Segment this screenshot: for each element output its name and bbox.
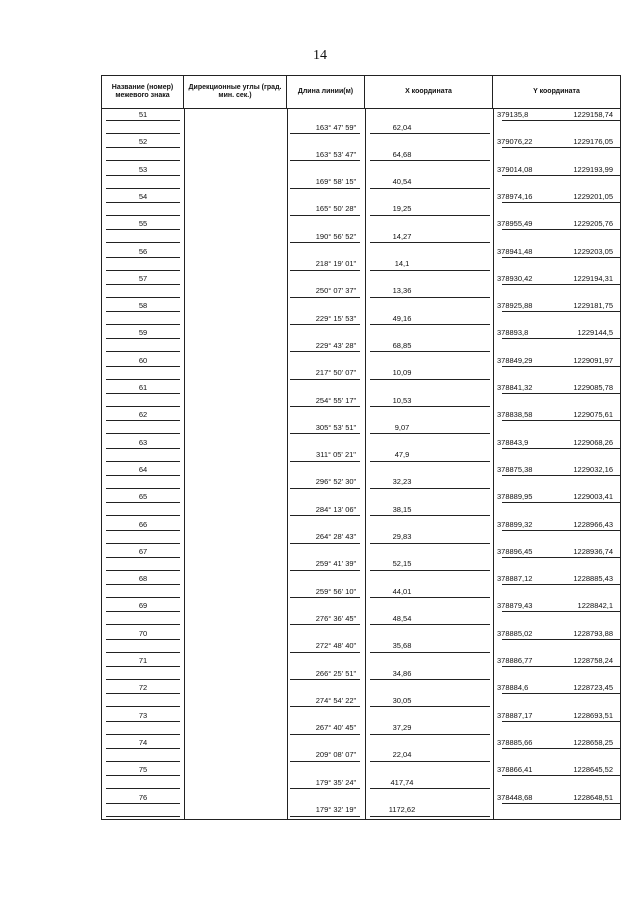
- segment-angle: 274° 54' 22": [315, 695, 357, 705]
- table-body: [102, 109, 620, 819]
- row-divider: [502, 120, 620, 121]
- row-divider: [290, 788, 360, 789]
- segment-angle: 217° 50' 07": [315, 368, 357, 378]
- point-x: 378879,43: [497, 601, 533, 611]
- row-divider: [290, 597, 360, 598]
- segment-angle: 284° 13' 06": [315, 504, 357, 514]
- row-divider: [106, 584, 180, 585]
- column-divider: [287, 109, 288, 819]
- point-y: 1229158,74: [573, 110, 613, 119]
- row-divider: [106, 530, 180, 531]
- point-name: 72: [138, 683, 148, 693]
- row-divider: [290, 624, 360, 625]
- segment-angle: 179° 35' 24": [315, 777, 357, 787]
- segment-angle: 165° 50' 28": [315, 204, 357, 214]
- segment-length: 13,36: [392, 286, 412, 296]
- segment-length: 22,04: [392, 750, 412, 760]
- point-x: 379014,08: [497, 164, 533, 174]
- row-divider: [370, 816, 490, 817]
- point-y: 1228693,51: [573, 710, 613, 720]
- row-divider: [502, 257, 620, 258]
- point-y: 1229176,05: [573, 137, 613, 147]
- point-name: 71: [138, 656, 148, 665]
- row-divider: [106, 570, 180, 571]
- row-divider: [370, 160, 490, 161]
- row-divider: [290, 351, 360, 352]
- row-divider: [502, 420, 620, 421]
- row-divider: [290, 816, 360, 817]
- point-x: 378843,9: [497, 437, 529, 447]
- point-name: 51: [138, 110, 148, 119]
- row-divider: [106, 748, 180, 749]
- segment-length: 10,53: [392, 395, 412, 405]
- segment-angle: 209° 08' 07": [315, 750, 357, 760]
- point-x: 378974,16: [497, 191, 533, 201]
- row-divider: [106, 120, 180, 121]
- coordinates-table: [101, 75, 621, 820]
- row-divider: [106, 133, 180, 134]
- row-divider: [370, 297, 490, 298]
- row-divider: [502, 639, 620, 640]
- row-divider: [106, 639, 180, 640]
- row-divider: [502, 202, 620, 203]
- point-x: 378887,17: [497, 710, 533, 720]
- row-divider: [290, 515, 360, 516]
- row-divider: [502, 721, 620, 722]
- point-name: 73: [138, 710, 148, 720]
- point-name: 58: [138, 301, 148, 311]
- segment-length: 68,85: [392, 340, 412, 350]
- point-x: 378448,68: [497, 792, 533, 802]
- point-x: 378849,29: [497, 355, 533, 365]
- segment-angle: 259° 56' 10": [315, 586, 357, 596]
- row-divider: [290, 215, 360, 216]
- row-divider: [106, 816, 180, 817]
- row-divider: [502, 803, 620, 804]
- row-divider: [290, 133, 360, 134]
- segment-angle: 163° 53' 47": [315, 149, 357, 159]
- point-x: 379076,22: [497, 137, 533, 147]
- row-divider: [106, 448, 180, 449]
- row-divider: [370, 652, 490, 653]
- row-divider: [370, 570, 490, 571]
- segment-angle: 229° 15' 53": [315, 313, 357, 323]
- point-y: 1229203,05: [573, 246, 613, 256]
- row-divider: [502, 448, 620, 449]
- row-divider: [106, 229, 180, 230]
- point-name: 74: [138, 737, 148, 747]
- row-divider: [290, 679, 360, 680]
- segment-length: 35,68: [392, 641, 412, 651]
- segment-length: 1172,62: [388, 805, 416, 814]
- row-divider: [290, 297, 360, 298]
- segment-angle: 179° 32' 19": [315, 805, 357, 814]
- column-divider: [184, 109, 185, 819]
- row-divider: [106, 502, 180, 503]
- point-x: 378925,88: [497, 301, 533, 311]
- segment-length: 48,54: [392, 613, 412, 623]
- row-divider: [106, 803, 180, 804]
- row-divider: [290, 761, 360, 762]
- point-y: 1229068,26: [573, 437, 613, 447]
- point-y: 1229181,75: [573, 301, 613, 311]
- point-name: 76: [138, 792, 148, 802]
- point-name: 63: [138, 437, 148, 447]
- segment-angle: 190° 56' 52": [315, 231, 357, 241]
- row-divider: [502, 530, 620, 531]
- point-y: 1229194,31: [573, 273, 613, 283]
- row-divider: [370, 406, 490, 407]
- segment-length: 40,54: [392, 177, 412, 187]
- point-x: 379135,8: [497, 110, 529, 119]
- row-divider: [106, 351, 180, 352]
- row-divider: [290, 188, 360, 189]
- point-x: 378884,6: [497, 683, 529, 693]
- row-divider: [370, 188, 490, 189]
- point-name: 70: [138, 628, 148, 638]
- point-name: 67: [138, 546, 148, 556]
- point-x: 378930,42: [497, 273, 533, 283]
- segment-angle: 311° 05' 21": [316, 450, 356, 460]
- row-divider: [106, 188, 180, 189]
- row-divider: [290, 488, 360, 489]
- segment-angle: 276° 36' 45": [315, 613, 357, 623]
- point-x: 378899,32: [497, 519, 533, 529]
- segment-length: 64,68: [392, 149, 412, 159]
- header-angle: Дирекционные углы (град. мин. сек.): [184, 76, 287, 108]
- row-divider: [502, 666, 620, 667]
- row-divider: [106, 775, 180, 776]
- segment-angle: 218° 19' 01": [315, 259, 357, 268]
- segment-angle: 250° 07' 37": [315, 286, 357, 296]
- segment-length: 47,9: [394, 450, 410, 460]
- row-divider: [290, 543, 360, 544]
- segment-angle: 267° 40' 45": [315, 723, 357, 733]
- row-divider: [502, 693, 620, 694]
- row-divider: [370, 215, 490, 216]
- row-divider: [290, 570, 360, 571]
- row-divider: [370, 133, 490, 134]
- row-divider: [106, 734, 180, 735]
- row-divider: [290, 379, 360, 380]
- point-x: 378893,8: [497, 328, 529, 338]
- header-length: Длина линии(м): [287, 76, 365, 108]
- segment-length: 32,23: [392, 477, 412, 487]
- segment-angle: 305° 53' 51": [315, 422, 357, 432]
- segment-length: 62,04: [392, 122, 412, 132]
- point-y: 1228658,25: [573, 737, 613, 747]
- row-divider: [106, 515, 180, 516]
- row-divider: [106, 393, 180, 394]
- segment-angle: 169° 58' 15": [315, 177, 357, 187]
- point-y: 1228648,51: [573, 792, 613, 802]
- row-divider: [290, 461, 360, 462]
- point-x: 378889,95: [497, 492, 533, 502]
- point-name: 59: [138, 328, 148, 338]
- row-divider: [106, 721, 180, 722]
- row-divider: [502, 175, 620, 176]
- point-name: 55: [138, 219, 148, 229]
- row-divider: [106, 461, 180, 462]
- segment-angle: 266° 25' 51": [315, 668, 357, 678]
- row-divider: [502, 338, 620, 339]
- row-divider: [106, 557, 180, 558]
- point-x: 378886,77: [497, 656, 533, 665]
- point-y: 1228885,43: [573, 574, 613, 584]
- point-name: 66: [138, 519, 148, 529]
- row-divider: [106, 666, 180, 667]
- point-x: 378887,12: [497, 574, 533, 584]
- point-name: 61: [138, 383, 148, 392]
- row-divider: [106, 679, 180, 680]
- segment-angle: 254° 55' 17": [315, 395, 357, 405]
- point-x: 378885,66: [497, 737, 533, 747]
- row-divider: [502, 229, 620, 230]
- row-divider: [106, 624, 180, 625]
- row-divider: [502, 284, 620, 285]
- row-divider: [106, 202, 180, 203]
- row-divider: [290, 270, 360, 271]
- header-y: Y координата: [533, 88, 580, 95]
- point-name: 53: [138, 164, 148, 174]
- segment-length: 52,15: [392, 559, 412, 569]
- row-divider: [106, 761, 180, 762]
- point-x: 378941,48: [497, 246, 533, 256]
- row-divider: [502, 557, 620, 558]
- row-divider: [502, 147, 620, 148]
- point-y: 1229075,61: [573, 410, 613, 420]
- column-divider: [365, 109, 366, 819]
- row-divider: [502, 502, 620, 503]
- row-divider: [106, 788, 180, 789]
- point-x: 378896,45: [497, 546, 533, 556]
- segment-length: 9,07: [394, 422, 410, 432]
- point-y: 1228793,88: [573, 628, 613, 638]
- row-divider: [106, 297, 180, 298]
- row-divider: [502, 393, 620, 394]
- point-y: 1229205,76: [573, 219, 613, 229]
- row-divider: [502, 311, 620, 312]
- row-divider: [106, 420, 180, 421]
- row-divider: [290, 242, 360, 243]
- row-divider: [290, 406, 360, 407]
- segment-length: 34,86: [392, 668, 412, 678]
- row-divider: [290, 433, 360, 434]
- segment-length: 19,25: [392, 204, 412, 214]
- point-name: 64: [138, 464, 148, 474]
- row-divider: [370, 734, 490, 735]
- point-x: 378955,49: [497, 219, 533, 229]
- row-divider: [370, 324, 490, 325]
- row-divider: [106, 242, 180, 243]
- row-divider: [370, 515, 490, 516]
- segment-length: 10,09: [392, 368, 412, 378]
- row-divider: [106, 147, 180, 148]
- point-y: 1228645,52: [573, 765, 613, 775]
- point-y: 1229091,97: [573, 355, 613, 365]
- point-y: 1229003,41: [573, 492, 613, 502]
- point-name: 65: [138, 492, 148, 502]
- row-divider: [106, 706, 180, 707]
- row-divider: [290, 160, 360, 161]
- row-divider: [370, 543, 490, 544]
- segment-length: 44,01: [392, 586, 412, 596]
- row-divider: [106, 475, 180, 476]
- row-divider: [502, 366, 620, 367]
- point-name: 57: [138, 273, 148, 283]
- point-x: 378885,02: [497, 628, 533, 638]
- row-divider: [106, 433, 180, 434]
- row-divider: [370, 351, 490, 352]
- point-name: 60: [138, 355, 148, 365]
- row-divider: [106, 597, 180, 598]
- point-x: 378866,41: [497, 765, 533, 775]
- row-divider: [370, 461, 490, 462]
- row-divider: [106, 257, 180, 258]
- segment-length: 37,29: [392, 723, 412, 733]
- row-divider: [502, 748, 620, 749]
- page-number: 14: [313, 48, 327, 63]
- row-divider: [106, 488, 180, 489]
- row-divider: [106, 215, 180, 216]
- point-name: 75: [138, 765, 148, 775]
- row-divider: [106, 338, 180, 339]
- segment-angle: 229° 43' 28": [315, 340, 357, 350]
- row-divider: [106, 543, 180, 544]
- row-divider: [502, 475, 620, 476]
- point-y: 1228936,74: [573, 546, 613, 556]
- row-divider: [502, 611, 620, 612]
- point-y: 1229193,99: [573, 164, 613, 174]
- table-header: [102, 76, 620, 109]
- row-divider: [370, 624, 490, 625]
- segment-length: 38,15: [392, 504, 412, 514]
- row-divider: [502, 584, 620, 585]
- row-divider: [370, 270, 490, 271]
- segment-length: 14,1: [394, 259, 410, 268]
- row-divider: [106, 270, 180, 271]
- row-divider: [370, 706, 490, 707]
- point-y: 1229201,05: [573, 191, 613, 201]
- segment-angle: 259° 41' 39": [315, 559, 357, 569]
- point-name: 69: [138, 601, 148, 611]
- row-divider: [290, 324, 360, 325]
- point-name: 54: [138, 191, 148, 201]
- row-divider: [290, 706, 360, 707]
- segment-length: 49,16: [392, 313, 412, 323]
- row-divider: [370, 488, 490, 489]
- row-divider: [370, 433, 490, 434]
- row-divider: [106, 652, 180, 653]
- segment-angle: 163° 47' 59": [315, 122, 357, 132]
- row-divider: [106, 284, 180, 285]
- row-divider: [106, 406, 180, 407]
- row-divider: [106, 324, 180, 325]
- point-y: 1228758,24: [573, 656, 613, 665]
- segment-length: 29,83: [392, 532, 412, 541]
- point-y: 1229085,78: [573, 383, 613, 392]
- row-divider: [106, 379, 180, 380]
- point-y: 1229144,5: [577, 328, 613, 338]
- row-divider: [502, 775, 620, 776]
- point-y: 1228723,45: [573, 683, 613, 693]
- row-divider: [370, 597, 490, 598]
- row-divider: [370, 679, 490, 680]
- header-x: X координата: [365, 76, 493, 108]
- segment-length: 30,05: [392, 695, 412, 705]
- row-divider: [370, 242, 490, 243]
- point-y: 1228966,43: [573, 519, 613, 529]
- row-divider: [106, 175, 180, 176]
- row-divider: [290, 734, 360, 735]
- row-divider: [106, 693, 180, 694]
- row-divider: [290, 652, 360, 653]
- header-mark: Название (номер) межевого знака: [102, 76, 184, 108]
- row-divider: [370, 788, 490, 789]
- point-name: 52: [138, 137, 148, 147]
- point-name: 68: [138, 574, 148, 584]
- point-x: 378838,58: [497, 410, 533, 420]
- segment-angle: 296° 52' 30": [315, 477, 357, 487]
- point-name: 56: [138, 246, 148, 256]
- row-divider: [106, 611, 180, 612]
- segment-angle: 264° 28' 43": [315, 532, 357, 541]
- row-divider: [370, 379, 490, 380]
- segment-angle: 272° 48' 40": [315, 641, 357, 651]
- point-x: 378875,38: [497, 464, 533, 474]
- point-x: 378841,32: [497, 383, 533, 392]
- row-divider: [106, 311, 180, 312]
- segment-length: 417,74: [390, 777, 414, 787]
- segment-length: 14,27: [392, 231, 412, 241]
- row-divider: [106, 366, 180, 367]
- row-divider: [106, 160, 180, 161]
- point-name: 62: [138, 410, 148, 420]
- point-y: 1228842,1: [577, 601, 613, 611]
- row-divider: [370, 761, 490, 762]
- point-y: 1229032,16: [573, 464, 613, 474]
